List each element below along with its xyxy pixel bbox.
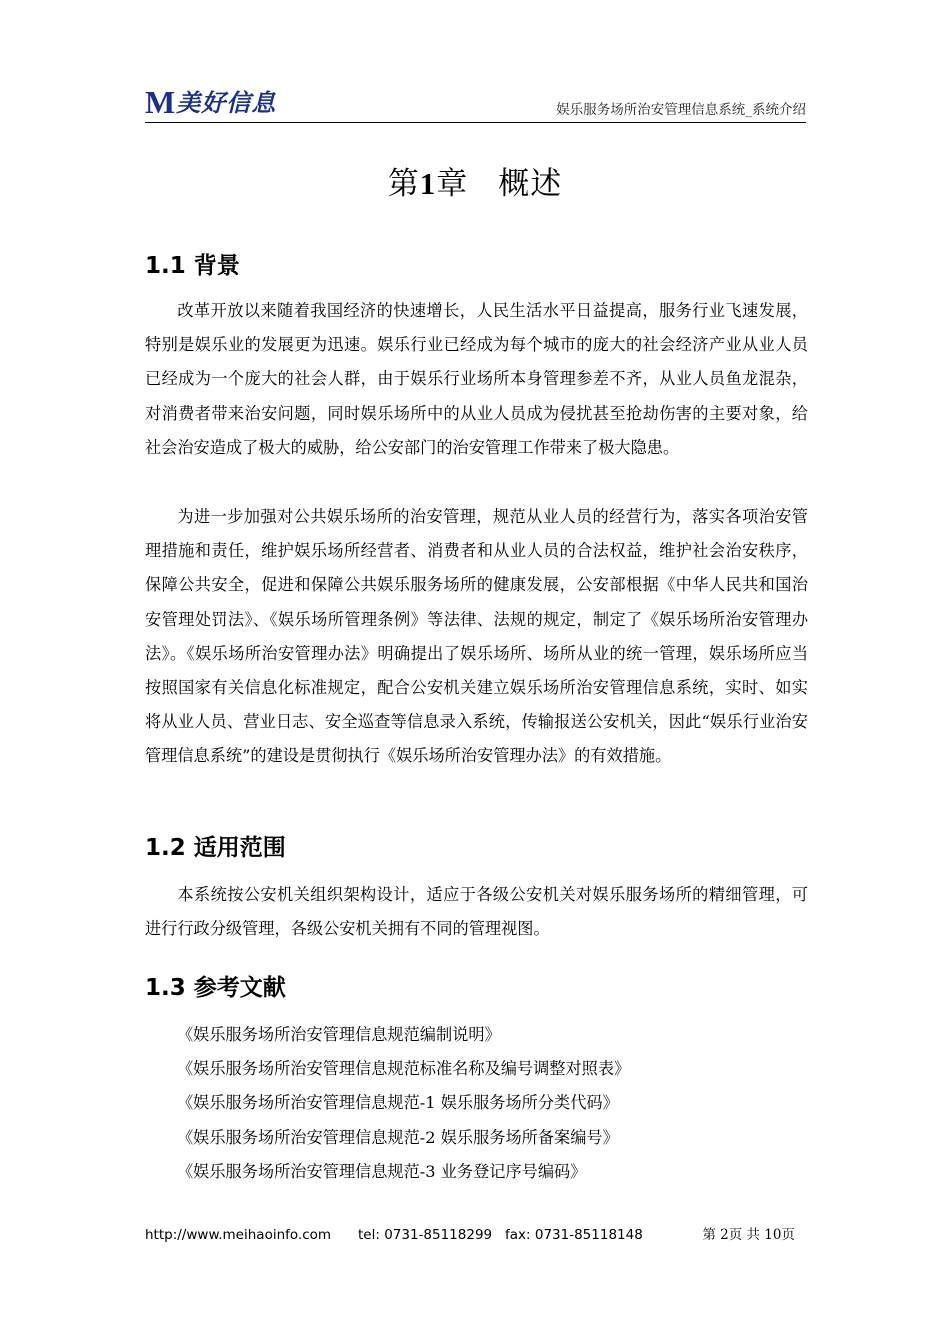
logo-text: 美好信息 — [176, 88, 277, 117]
reference-item: 《娱乐服务场所治安管理信息规范标准名称及编号调整对照表》 — [177, 1059, 631, 1079]
background-paragraph-1: 改革开放以来随着我国经济的快速增长，人民生活水平日益提高，服务行业飞速发展，特别是娱乐业的发展更为迅速。娱乐行业已经成为每个城市的庞大的社会经济产业从业人员已经成为一个庞大的社会人群，由于娱乐行业场所本身管理参差不齐，从业人员鱼龙混杂，对消费者带来治安问题，同时娱乐场所中的从业人员成为侵扰甚至抢劫伤害的主要对象，给社会治安造成了极大的威胁，给公安部门的治安管理工作带来了极大隐患。 — [145, 301, 808, 457]
chapter-name: 概述 — [498, 166, 563, 202]
chapter-suffix: 章 — [436, 166, 469, 202]
chapter-number: 1 — [419, 166, 437, 201]
scope-paragraph: 本系统按公安机关组织架构设计，适应于各级公安机关对娱乐服务场所的精细管理，可进行行政分级管理，各级公安机关拥有不同的管理视图。 — [145, 885, 808, 939]
company-logo — [145, 86, 276, 118]
page-header — [145, 84, 806, 123]
page-number: 第 2页 共 10页 — [702, 1227, 795, 1243]
reference-item: 《娱乐服务场所治安管理信息规范-2 娱乐服务场所备案编号》 — [177, 1127, 619, 1147]
reference-list — [177, 1018, 630, 1189]
header-title: 娱乐服务场所治安管理信息系统_系统介绍 — [556, 102, 806, 118]
reference-item: 《娱乐服务场所治安管理信息规范编制说明》 — [177, 1025, 501, 1044]
footer-fax: fax: 0731-85118148 — [505, 1227, 643, 1243]
page-footer — [145, 1225, 795, 1245]
footer-url[interactable]: http://www.meihaoinfo.com — [145, 1227, 332, 1243]
reference-item: 《娱乐服务场所治安管理信息规范-1 娱乐服务场所分类代码》 — [177, 1093, 619, 1113]
footer-tel: tel: 0731-85118299 — [358, 1227, 493, 1243]
logo-letter: M — [145, 84, 175, 120]
chapter-title — [0, 160, 950, 208]
background-paragraph-2: 为进一步加强对公共娱乐场所的治安管理，规范从业人员的经营行为，落实各项治安管理措施和责任，维护娱乐场所经营者、消费者和从业人员的合法权益，维护社会治安秩序，保障公共安全，促进和保障公共娱乐服务场所的健康发展，公安部根据《中华人民共和国治安管理处罚法》、《娱乐场所管理条例》等法律、法规的规定，制定了《娱乐场所治安管理办法》。《娱乐场所治安管理办法》明确提出了娱乐场所、场所从业的统一管理，娱乐场所应当按照国家有关信息化标准规定，配合公安机关建立娱乐场所治安管理信息系统，实时、如实将从业人员、营业日志、安全巡查等信息录入系统，传输报送公安机关，因此“娱乐行业治安管理信息系统”的建设是贯彻执行《娱乐场所治安管理办法》的有效措施。 — [145, 507, 808, 766]
section-heading-scope: 1.2 适用范围 — [145, 835, 286, 861]
chapter-prefix: 第 — [387, 166, 420, 202]
section-heading-background: 1.1 背景 — [145, 253, 240, 279]
section-heading-references: 1.3 参考文献 — [145, 975, 286, 1001]
reference-item: 《娱乐服务场所治安管理信息规范-3 业务登记序号编码》 — [177, 1161, 587, 1181]
